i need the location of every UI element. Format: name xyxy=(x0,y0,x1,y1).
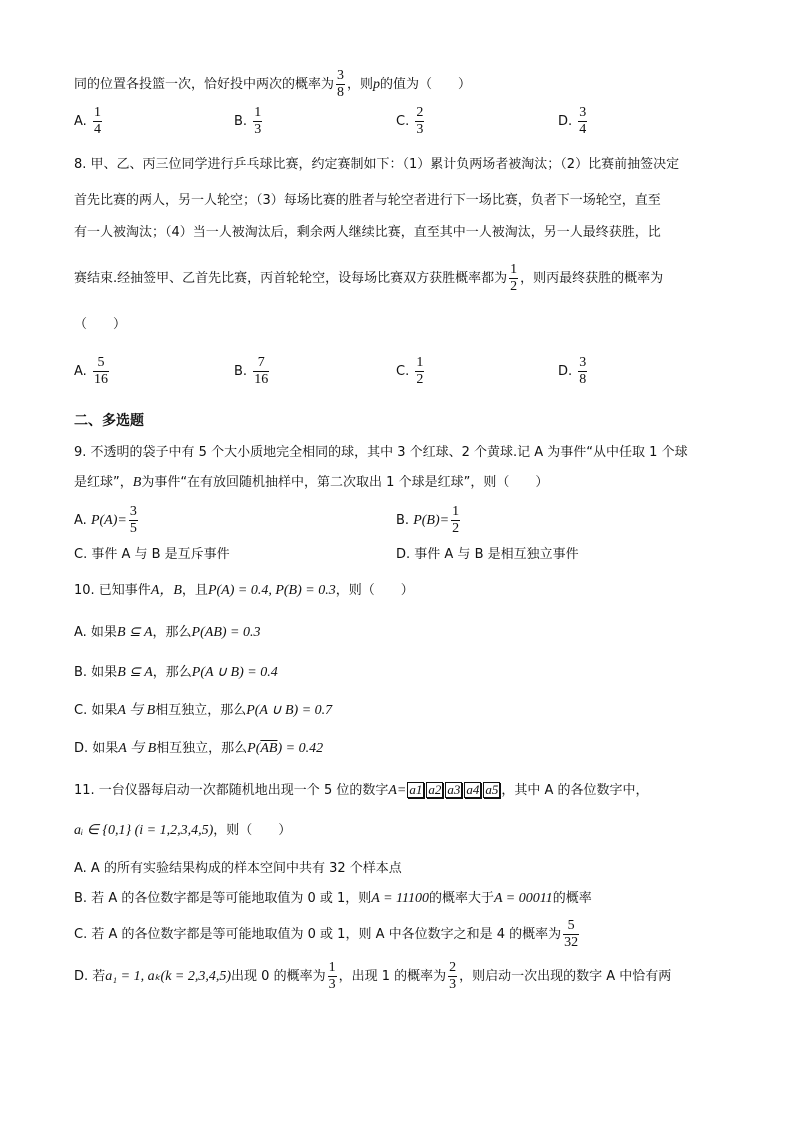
digit-box: a2 xyxy=(428,782,442,797)
q8-option-b[interactable]: B. $\frac{7}{16}$ xyxy=(234,355,269,387)
q9-stem-line1: 9. 不透明的袋子中有 5 个大小质地完全相同的球，其中 3 个红球、2 个黄球.记 A 为事件“从中任取 1 个球 xyxy=(74,445,688,460)
q10-option-c[interactable]: C. 如果A 与 B相互独立，那么P(A ∪ B) = 0.7 xyxy=(74,703,333,718)
digit-box: a3 xyxy=(447,782,461,797)
q11-option-c[interactable]: C. 若 A 的各位数字都是等可能地取值为 0 或 1，则 A 中各位数字之和是 4 的概率为 $\frac{5}{32}$ xyxy=(74,918,579,950)
q10-option-a[interactable]: A. 如果B ⊆ A，那么P(AB) = 0.3 xyxy=(74,625,261,640)
q7-fraction: $\frac{3}{8}$ xyxy=(337,68,345,100)
q10-stem: 10. 已知事件A，B，且P(A) = 0.4, P(B) = 0.3，则（ ） xyxy=(74,583,414,598)
section-heading: 二、多选题 xyxy=(74,413,144,429)
q11-option-a[interactable]: A. A 的所有实验结果构成的样本空间中共有 32 个样本点 xyxy=(74,861,402,876)
q7-option-a[interactable]: A. $\frac{1}{4}$ xyxy=(74,105,101,137)
q9-option-b[interactable]: B. P(B)= $\frac{1}{2}$ xyxy=(396,504,460,536)
digit-box: a1 xyxy=(409,782,423,797)
q10-option-b[interactable]: B. 如果B ⊆ A，那么P(A ∪ B) = 0.4 xyxy=(74,665,278,680)
q8-stem-line5: （ ） xyxy=(74,317,127,332)
q8-option-d[interactable]: D. $\frac{3}{8}$ xyxy=(558,355,587,387)
q8-stem-line3: 有一人被淘汰；（4）当一人被淘汰后，剩余两人继续比赛，直至其中一人被淘汰，另一人最终获胜，比 xyxy=(74,225,661,240)
q11-stem-line2: aᵢ ∈ {0,1} (i = 1,2,3,4,5)，则（ ） xyxy=(74,823,292,838)
q7-text: 同的位置各投篮一次，恰好投中两次的概率为 xyxy=(74,77,335,92)
q9-option-c[interactable]: C. 事件 A 与 B 是互斥事件 xyxy=(74,547,230,562)
q9-stem-line2: 是红球”，B为事件“在有放回随机抽样中，第二次取出 1 个球是红球”，则（ ） xyxy=(74,475,549,490)
q7-stem: 同的位置各投篮一次，恰好投中两次的概率为 $\frac{3}{8}$ ，则p的值为（ ） xyxy=(74,68,472,100)
q8-stem-line1: 8. 甲、乙、丙三位同学进行乒乓球比赛，约定赛制如下：（1）累计负两场者被淘汰；（2）比赛前抽签决定 xyxy=(74,157,680,172)
q8-stem-line4: 赛结束.经抽签甲、乙首先比赛，丙首轮轮空，设每场比赛双方获胜概率都为 $\frac{1}{2}$ ，则丙最终获胜的概率为 xyxy=(74,262,664,294)
q11-option-b[interactable]: B. 若 A 的各位数字都是等可能地取值为 0 或 1，则A = 11100的概率大于A = 00011的概率 xyxy=(74,891,592,906)
q7-option-b[interactable]: B. $\frac{1}{3}$ xyxy=(234,105,262,137)
q7-option-d[interactable]: D. $\frac{3}{4}$ xyxy=(558,105,587,137)
q11-stem-line1: 11. 一台仪器每启动一次都随机地出现一个 5 位的数字A= a1 a2 a3 a4 a5 ，其中 A 的各位数字中， xyxy=(74,782,649,798)
digit-box: a5 xyxy=(485,782,499,797)
q9-option-d[interactable]: D. 事件 A 与 B 是相互独立事件 xyxy=(396,547,579,562)
q9-option-a[interactable]: A. P(A)= $\frac{3}{5}$ xyxy=(74,504,137,536)
digit-box: a4 xyxy=(466,782,480,797)
q11-option-d[interactable]: D. 若a₁ = 1, aₖ(k = 2,3,4,5)出现 0 的概率为 $\frac{1}{3}$ ，出现 1 的概率为 $\frac{2}{3}$ ，则启动一次出现的数字 A 中恰有两 xyxy=(74,960,672,992)
q8-fraction: $\frac{1}{2}$ xyxy=(510,262,518,294)
q8-stem-line2: 首先比赛的两人，另一人轮空；（3）每场比赛的胜者与轮空者进行下一场比赛，负者下一场轮空，直至 xyxy=(74,193,661,208)
q10-option-d[interactable]: D. 如果A 与 B相互独立，那么$P(\overline{AB}) = 0.42$ xyxy=(74,741,324,756)
q8-option-c[interactable]: C. $\frac{1}{2}$ xyxy=(396,355,424,387)
q7-variable: p xyxy=(373,77,381,92)
q7-option-c[interactable]: C. $\frac{2}{3}$ xyxy=(396,105,424,137)
q8-option-a[interactable]: A. $\frac{5}{16}$ xyxy=(74,355,108,387)
